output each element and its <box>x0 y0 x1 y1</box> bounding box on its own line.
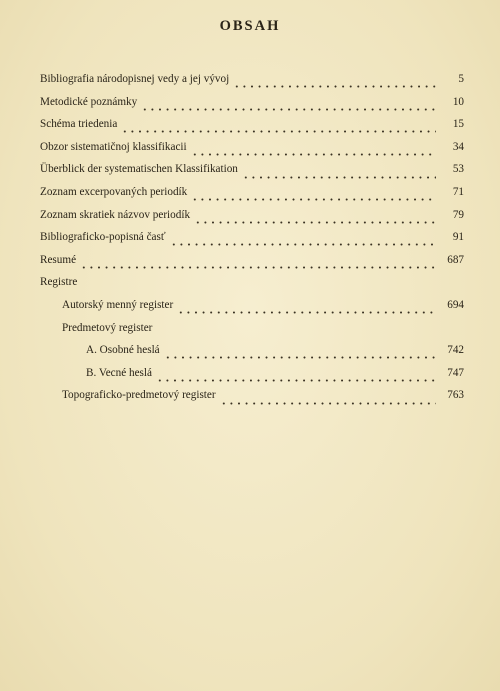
dot-leader <box>141 97 436 111</box>
toc-entry-page: 687 <box>447 253 464 266</box>
toc-entry <box>40 181 464 204</box>
dot-leader <box>156 368 436 382</box>
toc-entry-label: Zoznam excerpovaných periodík <box>40 185 188 198</box>
dot-leader <box>121 119 436 133</box>
toc-section-heading <box>40 317 464 340</box>
dot-leader <box>191 142 436 156</box>
page-title: OBSAH <box>219 18 281 34</box>
toc-entry-label: Schéma triedenia <box>40 118 118 131</box>
toc-entry-page: 91 <box>452 231 464 244</box>
toc-entry-label: Obzor sistematičnoj klassifikacii <box>40 140 187 153</box>
toc-entry-label: Topograficko-predmetový register <box>62 389 216 402</box>
toc-entry-label: Überblick der systematischen Klassifikation <box>40 163 238 176</box>
toc-section-heading <box>40 271 464 294</box>
toc-entry-page: 694 <box>447 298 464 311</box>
toc-entry <box>40 91 464 114</box>
toc-entry <box>40 204 464 227</box>
toc-entry-label: Autorský menný register <box>62 298 174 311</box>
dot-leader <box>170 232 436 246</box>
toc-entry <box>40 68 464 91</box>
dot-leader <box>177 300 436 314</box>
toc-entry-label: Resumé <box>40 253 77 266</box>
dot-leader <box>220 391 436 405</box>
toc-entry-page: 742 <box>447 344 464 357</box>
dot-leader <box>80 255 436 269</box>
toc-entry-label: Predmetový register <box>62 321 153 334</box>
toc-entry-page: 5 <box>458 73 464 85</box>
dot-leader <box>194 210 436 224</box>
toc-entry-label: Bibliografia národopisnej vedy a jej vývoj <box>40 73 230 85</box>
toc-entry-page: 15 <box>452 118 464 131</box>
toc-entry-page: 71 <box>452 185 464 198</box>
toc-entry-label: Metodické poznámky <box>40 95 138 108</box>
toc-entry-page: 763 <box>447 389 464 402</box>
toc-entry <box>40 136 464 159</box>
toc-entry <box>40 362 464 385</box>
toc-entry <box>40 294 464 317</box>
toc-entry <box>40 113 464 136</box>
toc-entry-page: 10 <box>452 95 464 108</box>
toc-entry-page: 747 <box>447 366 464 379</box>
toc-entry-label: Bibliograficko-popisná časť <box>40 231 166 244</box>
toc-entry-page: 53 <box>452 163 464 176</box>
toc-entry <box>40 226 464 249</box>
toc-entry-label: Registre <box>40 276 78 289</box>
toc-entry <box>40 249 464 272</box>
toc-entry-page: 79 <box>452 208 464 221</box>
dot-leader <box>164 345 436 359</box>
dot-leader <box>233 74 436 88</box>
table-of-contents <box>40 68 464 407</box>
toc-entry <box>40 339 464 362</box>
toc-entry-label: B. Vecné heslá <box>86 366 152 379</box>
toc-entry <box>40 384 464 407</box>
toc-entry <box>40 158 464 181</box>
dot-leader <box>242 165 436 179</box>
toc-entry-label: Zoznam skratiek názvov periodík <box>40 208 191 221</box>
toc-entry-page: 34 <box>452 140 464 153</box>
dot-leader <box>191 187 436 201</box>
toc-entry-label: A. Osobné heslá <box>86 344 160 357</box>
